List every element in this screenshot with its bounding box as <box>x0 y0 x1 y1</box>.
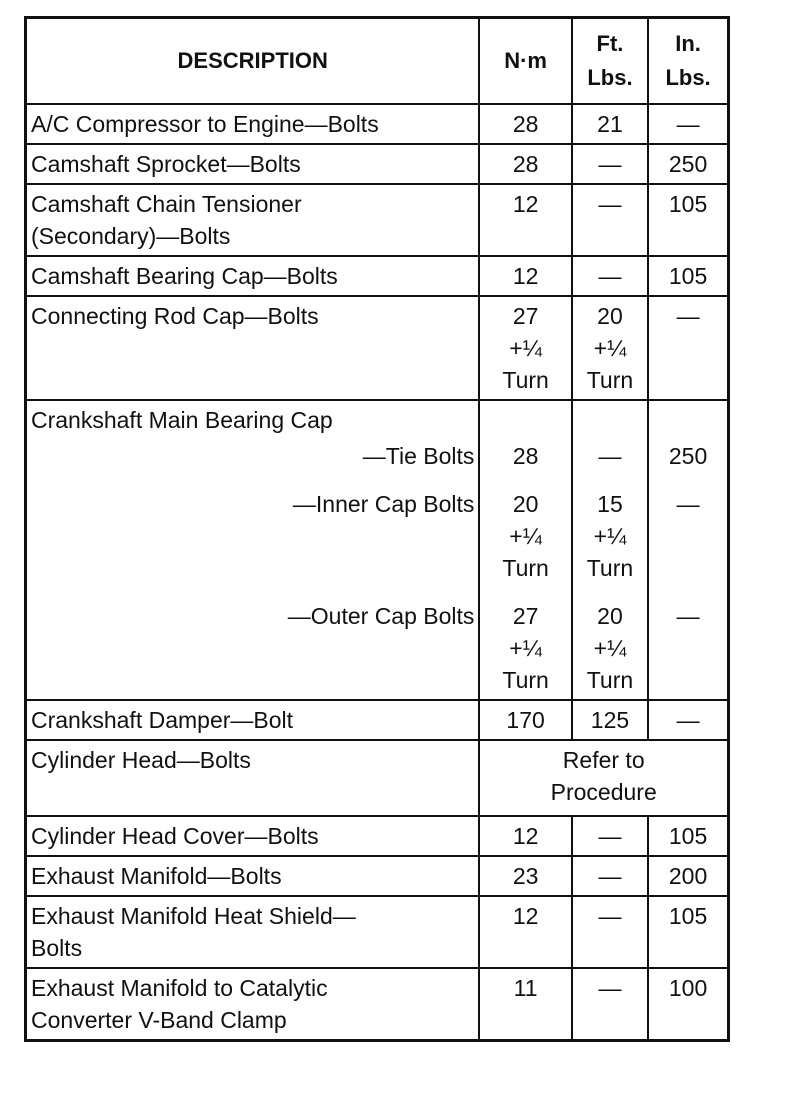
table-row <box>26 856 729 896</box>
nm-cell <box>479 968 571 1041</box>
value-line: 12 <box>512 191 539 217</box>
header-ft-lbs: Ft. Lbs. <box>572 18 648 105</box>
value-line: Turn <box>586 555 634 581</box>
nm-cell <box>479 296 571 400</box>
ft-lbs-cell <box>572 856 648 896</box>
ft-lbs-cell <box>572 968 648 1041</box>
table-row <box>26 296 729 400</box>
description-cell <box>26 856 480 896</box>
value-line: +¼ <box>509 635 542 661</box>
value-line: Converter V-Band Clamp <box>31 1007 287 1033</box>
in-lbs-cell <box>648 968 728 1041</box>
description-cell <box>26 968 480 1041</box>
in-lbs-cell <box>648 104 728 144</box>
value-line: Exhaust Manifold—Bolts <box>31 863 282 889</box>
value-line: +¼ <box>593 523 627 549</box>
value-line: Procedure <box>550 779 657 805</box>
description-cell <box>26 104 480 144</box>
value-line: +¼ <box>509 335 542 361</box>
table-row <box>26 104 729 144</box>
in-lbs-cell <box>648 816 728 856</box>
value-line: — <box>676 491 700 517</box>
value-line: 27 <box>512 603 539 629</box>
header-description: DESCRIPTION <box>26 18 480 105</box>
table-row <box>26 184 729 256</box>
value-line: Turn <box>586 667 634 693</box>
table-row <box>26 700 729 740</box>
ft-lbs-cell <box>572 256 648 296</box>
value-line: Turn <box>502 555 549 581</box>
value-line: 20 <box>512 491 539 517</box>
ft-lbs-cell <box>572 184 648 256</box>
value-line: Camshaft Bearing Cap—Bolts <box>31 263 338 289</box>
table-row <box>26 256 729 296</box>
value-line: Turn <box>502 367 549 393</box>
value-line: 250 <box>668 151 708 177</box>
value-line: — <box>598 151 622 177</box>
value-line: 105 <box>668 903 708 929</box>
value-line: 12 <box>512 903 539 929</box>
description-cell <box>26 700 480 740</box>
value-line: 12 <box>512 263 539 289</box>
in-lbs-cell <box>648 700 728 740</box>
value-line: 12 <box>512 823 539 849</box>
group-title: Crankshaft Main Bearing Cap <box>31 407 333 433</box>
nm-cell <box>479 896 571 968</box>
value-line: Refer to <box>562 747 645 773</box>
ft-lbs-cell <box>572 104 648 144</box>
value-line: — <box>676 603 700 629</box>
table-row <box>26 968 729 1041</box>
nm-cell <box>479 700 571 740</box>
value-line: 200 <box>668 863 708 889</box>
ft-lbs-cell <box>572 896 648 968</box>
value-line: — <box>676 303 700 329</box>
value-line: — <box>598 191 622 217</box>
value-line: 15 <box>597 491 623 517</box>
value-line: Cylinder Head Cover—Bolts <box>31 823 319 849</box>
nm-cell <box>479 400 571 700</box>
header-in-lbs: In. Lbs. <box>648 18 728 105</box>
ft-lbs-cell <box>572 296 648 400</box>
torque-spec-table <box>24 16 730 1042</box>
value-line: 28 <box>512 443 539 469</box>
table-row <box>26 896 729 968</box>
header-nm: N·m <box>479 18 571 105</box>
value-line: Camshaft Sprocket—Bolts <box>31 151 301 177</box>
value-line: 20 <box>597 303 623 329</box>
value-line: 20 <box>597 603 623 629</box>
refer-to-procedure-note <box>479 740 728 816</box>
ft-lbs-cell <box>572 144 648 184</box>
description-cell <box>26 144 480 184</box>
in-lbs-cell <box>648 184 728 256</box>
value-line: — <box>598 263 622 289</box>
value-line: Bolts <box>31 935 83 961</box>
description-cell <box>26 896 480 968</box>
in-lbs-cell <box>648 400 728 700</box>
value-line: Exhaust Manifold Heat Shield— <box>31 903 356 929</box>
value-line: 100 <box>668 975 708 1001</box>
value-line: — <box>598 903 622 929</box>
nm-cell <box>479 104 571 144</box>
table-row <box>26 816 729 856</box>
in-lbs-cell <box>648 296 728 400</box>
value-line: 125 <box>590 707 630 733</box>
ft-lbs-cell <box>572 700 648 740</box>
value-line: 21 <box>597 111 623 137</box>
nm-cell <box>479 144 571 184</box>
table-row-cylinder-head <box>26 740 729 816</box>
value-line: 27 <box>512 303 539 329</box>
value-line: Turn <box>586 367 634 393</box>
description-cell <box>26 296 480 400</box>
value-line: 28 <box>512 151 539 177</box>
sub-item-label: —Outer Cap Bolts <box>287 603 475 629</box>
in-lbs-cell <box>648 896 728 968</box>
value-line: 105 <box>668 823 708 849</box>
in-lbs-cell <box>648 856 728 896</box>
value-line: A/C Compressor to Engine—Bolts <box>31 111 379 137</box>
value-line: Connecting Rod Cap—Bolts <box>31 303 319 329</box>
value-line: 105 <box>668 263 708 289</box>
value-line: +¼ <box>593 635 627 661</box>
ft-lbs-cell <box>572 400 648 700</box>
ft-lbs-cell <box>572 816 648 856</box>
header-row <box>26 18 729 105</box>
sub-item-label: —Inner Cap Bolts <box>292 491 475 517</box>
value-line: — <box>598 443 622 469</box>
description-cell <box>26 184 480 256</box>
value-line: — <box>676 707 700 733</box>
value-line: 11 <box>513 975 538 1001</box>
description-cell: Cylinder Head—Bolts <box>26 740 480 816</box>
description-cell <box>26 816 480 856</box>
nm-cell <box>479 856 571 896</box>
value-line: 28 <box>512 111 539 137</box>
value-line: 105 <box>668 191 708 217</box>
value-line: Exhaust Manifold to Catalytic <box>31 975 328 1001</box>
sub-item-label: —Tie Bolts <box>362 443 475 469</box>
value-line: — <box>598 975 622 1001</box>
description-cell <box>26 256 480 296</box>
nm-cell <box>479 816 571 856</box>
value-line: 170 <box>506 707 545 733</box>
table-row <box>26 144 729 184</box>
in-lbs-cell <box>648 256 728 296</box>
value-line: +¼ <box>509 523 542 549</box>
value-line: Camshaft Chain Tensioner <box>31 191 302 217</box>
value-line: — <box>598 863 622 889</box>
value-line: +¼ <box>593 335 627 361</box>
description-cell <box>26 400 480 700</box>
nm-cell <box>479 256 571 296</box>
value-line: Turn <box>502 667 549 693</box>
table-row-crankshaft-group <box>26 400 729 700</box>
value-line: (Secondary)—Bolts <box>31 223 231 249</box>
value-line: 23 <box>512 863 539 889</box>
value-line: 250 <box>668 443 708 469</box>
value-line: — <box>676 111 700 137</box>
value-line: — <box>598 823 622 849</box>
nm-cell <box>479 184 571 256</box>
in-lbs-cell <box>648 144 728 184</box>
value-line: Crankshaft Damper—Bolt <box>31 707 294 733</box>
